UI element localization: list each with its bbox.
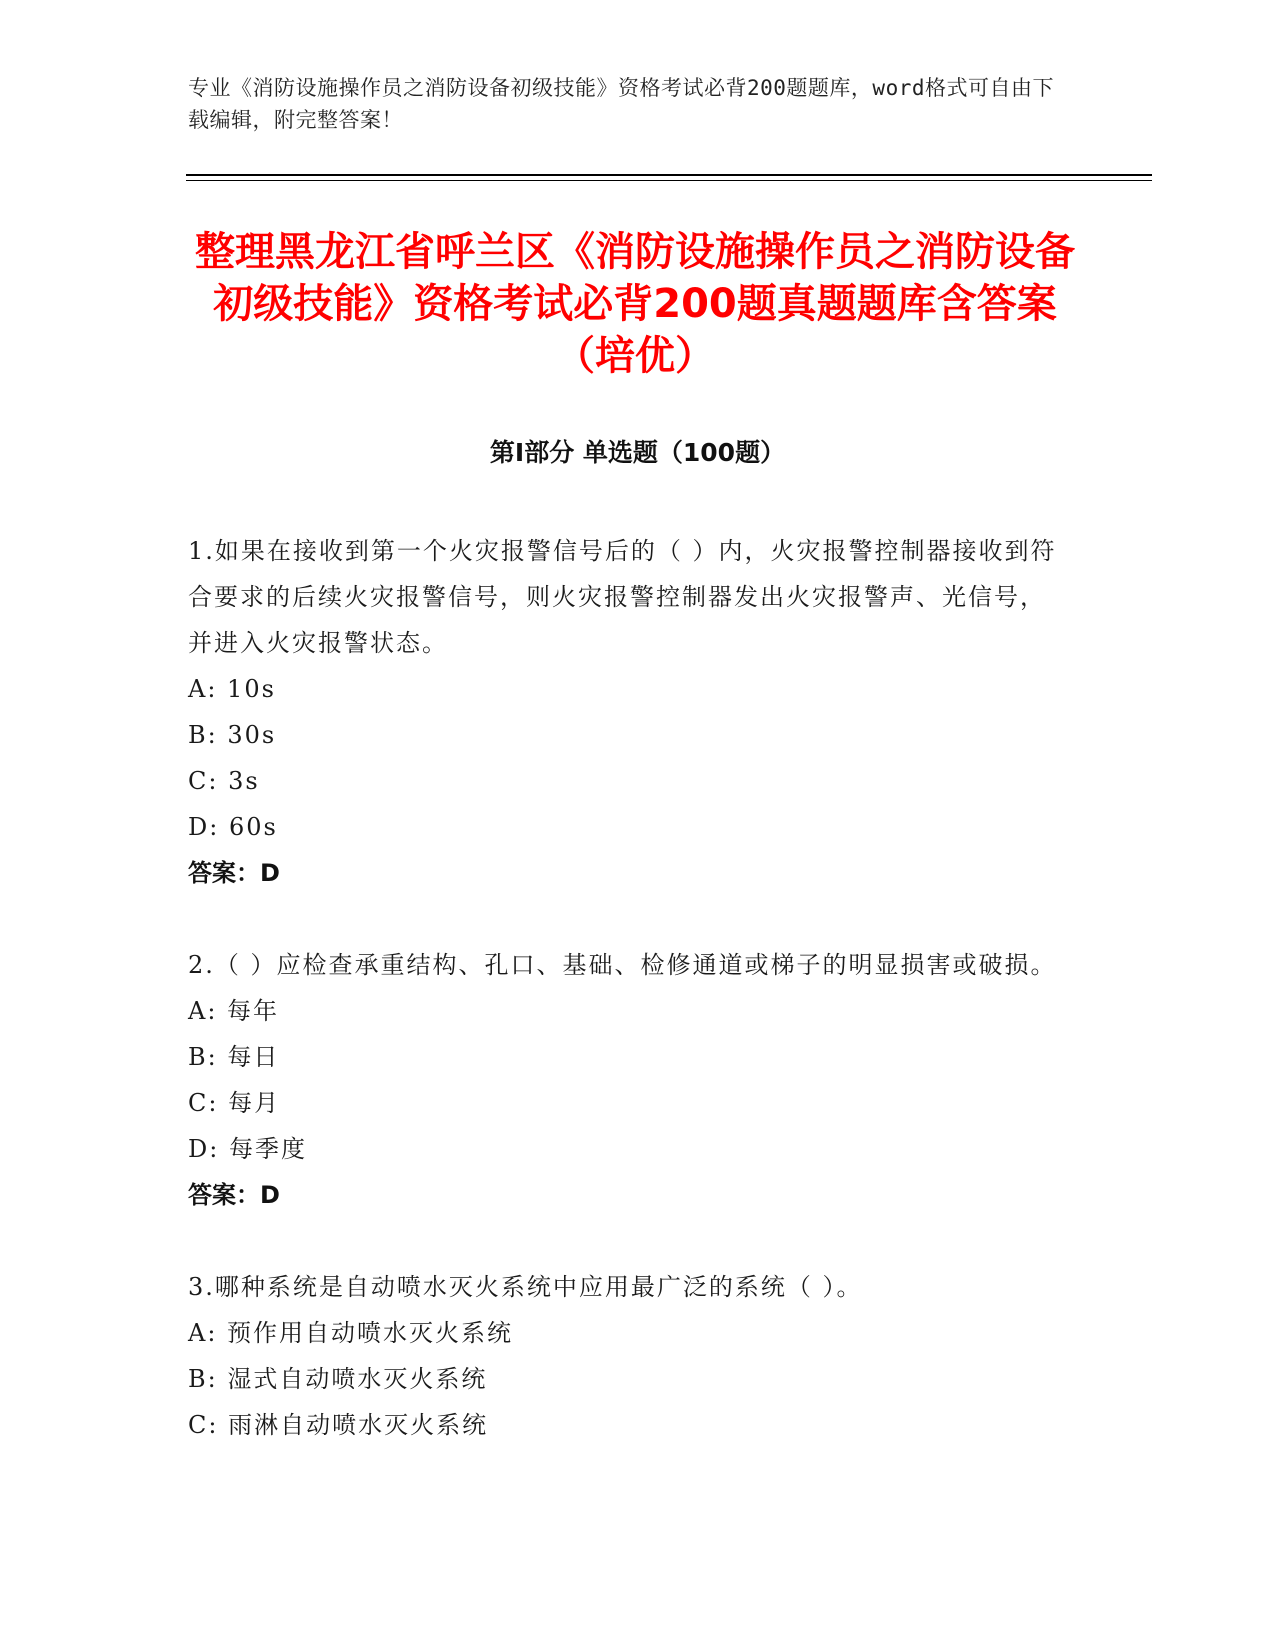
option-a: A: 10s	[188, 675, 276, 703]
option-c: C: 每月	[188, 1089, 281, 1117]
option-d: D: 每季度	[188, 1135, 307, 1163]
option-c: C: 3s	[188, 767, 260, 795]
answer: 答案：D	[188, 1181, 280, 1209]
question-list	[188, 528, 1068, 1494]
header-rule-thick	[186, 174, 1152, 176]
section-title: 第Ⅰ部分 单选题（100题）	[489, 438, 786, 467]
question-text: 3.哪种系统是自动喷水灭火系统中应用最广泛的系统（ ）。	[188, 1273, 863, 1301]
option-a: A: 每年	[188, 997, 280, 1025]
question-text: 2.（ ）应检查承重结构、孔口、基础、检修通道或梯子的明显损害或破损。	[188, 951, 1057, 979]
question-text: 1.如果在接收到第一个火灾报警信号后的（ ）内，火灾报警控制器接收到符合要求的后续火灾报警信号，则火灾报警控制器发出火灾报警声、光信号，并进入火灾报警状态。	[188, 537, 1057, 657]
option-b: B: 30s	[188, 721, 277, 749]
option-b: B: 每日	[188, 1043, 280, 1071]
document-title: 整理黑龙江省呼兰区《消防设施操作员之消防设备初级技能》资格考试必背200题真题题库含答案（培优）	[195, 229, 1075, 379]
question-3	[188, 1264, 1068, 1448]
option-c: C: 雨淋自动喷水灭火系统	[188, 1411, 489, 1439]
option-a: A: 预作用自动喷水灭火系统	[188, 1319, 514, 1347]
header-note: 专业《消防设施操作员之消防设备初级技能》资格考试必背200题题库，word格式可自由下载编辑，附完整答案！	[188, 76, 1054, 132]
question-2	[188, 942, 1068, 1218]
question-1	[188, 528, 1068, 896]
answer: 答案：D	[188, 859, 280, 887]
header-rule-thin	[186, 180, 1152, 181]
option-d: D: 60s	[188, 813, 278, 841]
option-b: B: 湿式自动喷水灭火系统	[188, 1365, 488, 1393]
